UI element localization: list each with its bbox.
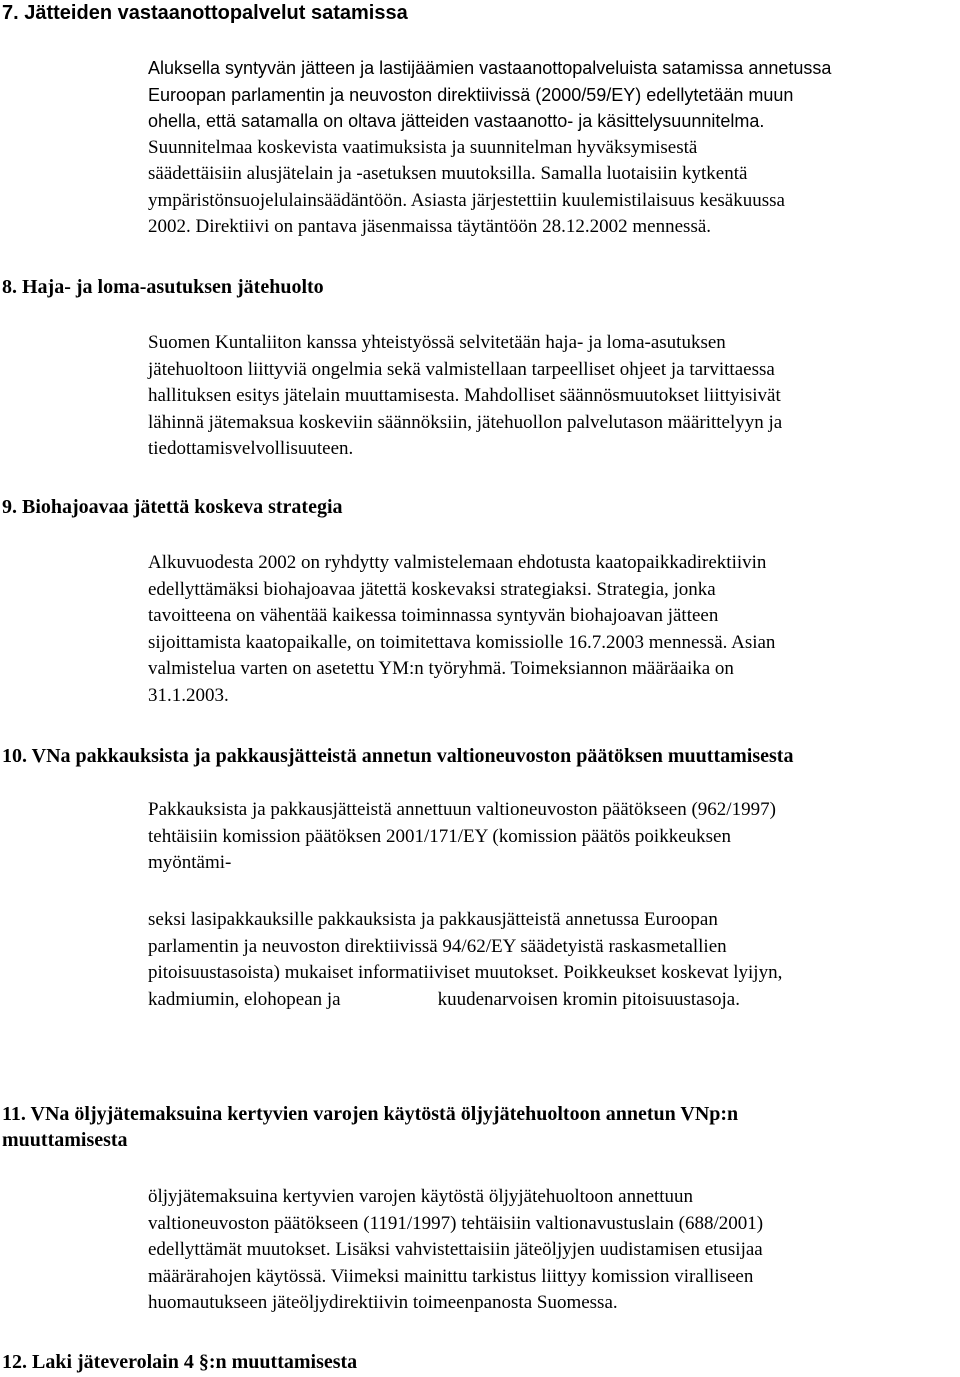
section-10-paragraph-part1 xyxy=(148,797,958,877)
paragraph-line: Alkuvuodesta 2002 on ryhdytty valmistelemaan ehdotusta kaatopaikkadirektiivin xyxy=(148,552,767,573)
paragraph-line: huomautukseen jäteöljydirektiivin toimeenpanosta Suomessa. xyxy=(148,1292,618,1313)
section-10-heading: 10. VNa pakkauksista ja pakkausjätteistä annetun valtioneuvoston päätöksen muuttamisesta xyxy=(2,745,794,767)
paragraph-line: parlamentin ja neuvoston direktiivissä 94/62/EY säädetyistä raskasmetallien xyxy=(148,935,727,957)
paragraph-line: lähinnä jätemaksua koskeviin säännöksiin, jätehuollon palvelutason määrittelyyn ja xyxy=(148,411,783,433)
paragraph-line: hallituksen esitys jätelain muuttamisesta. Mahdolliset säännösmuutokset liittyisivät xyxy=(148,385,781,406)
paragraph-line: Suomen Kuntaliiton kanssa yhteistyössä selvitetään haja- ja loma-asutuksen xyxy=(148,332,726,353)
section-7-heading: 7. Jätteiden vastaanottopalvelut satamissa xyxy=(2,2,408,24)
paragraph-line: jätehuoltoon liittyviä ongelmia sekä valmistellaan tarpeelliset ohjeet ja tarvittaessa xyxy=(148,358,775,380)
paragraph-line: määrärahojen käytössä. Viimeksi mainittu tarkistus liittyy komission viralliseen xyxy=(148,1265,754,1287)
paragraph-line: sijoittamista kaatopaikalle, on toimitettava komissiolle 16.7.2003 mennessä. Asian xyxy=(148,631,776,653)
paragraph-line: edellyttämäksi biohajoavaa jätettä koskevaksi strategiaksi. Strategia, jonka xyxy=(148,578,716,600)
paragraph-line: pitoisuustasoista) mukaiset informatiiviset muutokset. Poikkeukset koskevat lyijyn, xyxy=(148,962,783,983)
line-segment-right: kuudenarvoisen kromin pitoisuustasoja. xyxy=(437,988,740,1010)
line-segment-left: kadmiumin, elohopean ja xyxy=(148,988,341,1010)
paragraph-line: Aluksella syntyvän jätteen ja lastijäämien vastaanottopalveluista satamissa annetussa xyxy=(148,58,832,78)
paragraph-line: säädettäisiin alusjätelain ja -asetuksen muutoksilla. Samalla luotaisiin kytkentä xyxy=(148,163,748,184)
section-8-heading: 8. Haja- ja loma-asutuksen jätehuolto xyxy=(2,276,324,298)
paragraph-line: ympäristönsuojelulainsäädäntöön. Asiasta järjestettiin kuulemistilaisuus kesäkuussa xyxy=(148,189,785,211)
heading-line: 11. VNa öljyjätemaksuina kertyvien varojen käytöstä öljyjätehuoltoon annetun VNp:n xyxy=(2,1103,739,1125)
paragraph-line: myöntämi- xyxy=(148,852,232,873)
paragraph-line: ohella, että satamalla on oltava jätteiden vastaanotto- ja käsittelysuunnitelma. xyxy=(148,111,765,131)
paragraph-line: öljyjätemaksuina kertyvien varojen käytöstä öljyjätehuoltoon annettuun xyxy=(148,1186,694,1207)
section-8-paragraph xyxy=(148,330,958,463)
section-10-paragraph-part2 xyxy=(148,907,958,1013)
paragraph-line: 2002. Direktiivi on pantava jäsenmaissa täytäntöön 28.12.2002 mennessä. xyxy=(148,216,712,237)
paragraph-line: tiedottamisvelvollisuuteen. xyxy=(148,438,354,459)
section-12-heading: 12. Laki jäteverolain 4 §:n muuttamisesta xyxy=(2,1351,358,1373)
paragraph-line: tehtäisiin komission päätöksen 2001/171/EY (komission päätös poikkeuksen xyxy=(148,825,731,847)
heading-line: muuttamisesta xyxy=(2,1129,128,1151)
section-9-heading: 9. Biohajoavaa jätettä koskeva strategia xyxy=(2,496,343,518)
section-9-paragraph xyxy=(148,550,958,709)
paragraph-line xyxy=(148,987,958,1014)
paragraph-line: edellyttämät muutokset. Lisäksi vahvistettaisiin jäteöljyjen uudistamisen etusijaa xyxy=(148,1239,763,1260)
paragraph-line: Pakkauksista ja pakkausjätteistä annettuun valtioneuvoston päätökseen (962/1997) xyxy=(148,799,776,820)
paragraph-line: valmistelua varten on asetettu YM:n työryhmä. Toimeksiannon määräaika on xyxy=(148,658,734,679)
paragraph-line: Euroopan parlamentin ja neuvoston direktiivissä (2000/59/EY) edellytetään muun xyxy=(148,84,794,105)
paragraph-line: 31.1.2003. xyxy=(148,684,229,706)
paragraph-line: tavoitteena on vähentää kaikessa toiminnassa syntyvän biohajoavan jätteen xyxy=(148,605,719,626)
paragraph-line: seksi lasipakkauksille pakkauksista ja pakkausjätteistä annetussa Euroopan xyxy=(148,909,718,930)
section-7-paragraph xyxy=(148,55,958,241)
section-11-heading xyxy=(2,1101,738,1153)
paragraph-line: valtioneuvoston päätökseen (1191/1997) tehtäisiin valtionavustuslain (688/2001) xyxy=(148,1212,764,1234)
section-11-paragraph xyxy=(148,1184,958,1317)
paragraph-line: Suunnitelmaa koskevista vaatimuksista ja suunnitelman hyväksymisestä xyxy=(148,136,698,158)
